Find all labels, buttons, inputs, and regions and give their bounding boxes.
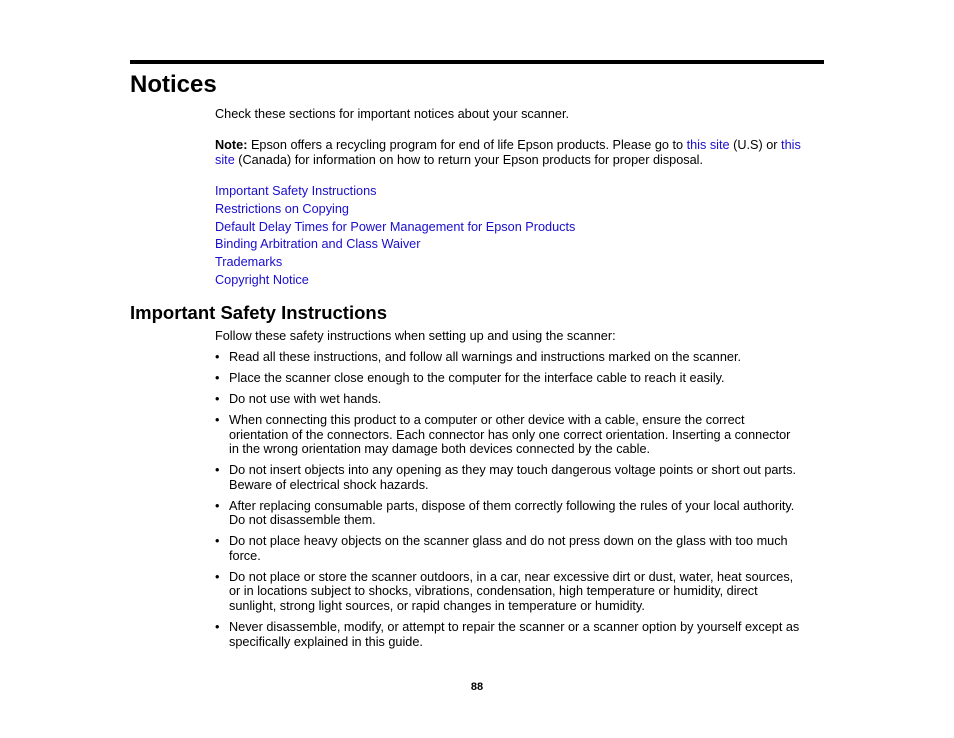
bullet-mark: • (215, 463, 220, 478)
safety-instruction-line: After replacing consumable parts, dispose of them correctly following the rules of your local authority. (229, 498, 795, 513)
safety-instruction-line: Beware of electrical shock hazards. (229, 477, 429, 492)
page-number: 88 (470, 681, 484, 693)
link-restrictions-on-copying[interactable]: Restrictions on Copying (215, 201, 349, 216)
bullet-mark: • (215, 620, 220, 635)
link-important-safety-instructions[interactable]: Important Safety Instructions (215, 184, 377, 198)
bullet-mark: • (215, 412, 220, 427)
section-links (215, 183, 575, 290)
link-trademarks[interactable]: Trademarks (215, 255, 283, 270)
safety-instruction-item (215, 392, 824, 407)
safety-instruction-item (215, 570, 824, 614)
section-heading: Important Safety Instructions (130, 302, 387, 323)
safety-instruction-line: in the wrong orientation may damage both devices connected by the cable. (229, 442, 651, 457)
note-text-2: (U.S) or (729, 138, 782, 152)
section-intro: Follow these safety instructions when setting up and using the scanner: (215, 329, 616, 343)
intro-text: Check these sections for important notices about your scanner. (215, 107, 570, 121)
note-label: Note: (215, 138, 248, 152)
top-rule (130, 60, 824, 64)
safety-instruction-item (215, 371, 824, 386)
safety-instruction-line: Do not insert objects into any opening as they may touch dangerous voltage points or short out parts. (229, 463, 797, 478)
safety-instruction-line: Place the scanner close enough to the computer for the interface cable to reach it easily. (229, 370, 725, 385)
note-text-1: Epson offers a recycling program for end of life Epson products. Please go to (247, 138, 687, 152)
canada-recycling-link-part-2[interactable]: site (215, 153, 235, 167)
safety-instruction-item (215, 463, 824, 492)
bullet-mark: • (215, 569, 220, 584)
bullet-mark: • (215, 370, 220, 385)
link-copyright-notice[interactable]: Copyright Notice (215, 272, 309, 287)
safety-instruction-item (215, 350, 824, 365)
safety-instruction-line: Do not place or store the scanner outdoors, in a car, near excessive dirt or dust, water, heat sources, (229, 569, 794, 584)
safety-instruction-line: When connecting this product to a computer or other device with a cable, ensure the correct (229, 412, 745, 427)
safety-instruction-line: Read all these instructions, and follow all warnings and instructions marked on the scanner. (229, 350, 742, 364)
safety-instruction-line: or in locations subject to shocks, vibrations, condensation, high temperature or humidity, direct (229, 584, 758, 599)
safety-instruction-line: Never disassemble, modify, or attempt to repair the scanner or a scanner option by yourself except as (229, 620, 800, 635)
safety-instruction-line: Do not use with wet hands. (229, 391, 382, 406)
safety-instruction-item (215, 413, 824, 457)
safety-instruction-line: orientation of the connectors. Each connector has only one correct orientation. Inserting a connector (229, 427, 791, 442)
note-text-3: (Canada) for information on how to return your Epson products for proper disposal. (234, 153, 704, 167)
link-default-delay-times[interactable]: Default Delay Times for Power Management for Epson Products (215, 219, 576, 234)
us-recycling-link[interactable]: this site (686, 138, 730, 152)
safety-instructions-list (215, 350, 824, 656)
link-binding-arbitration[interactable]: Binding Arbitration and Class Waiver (215, 237, 421, 252)
safety-instruction-line: sunlight, strong light sources, or rapid changes in temperature or humidity. (229, 599, 645, 614)
bullet-mark: • (215, 498, 220, 513)
bullet-mark: • (215, 534, 220, 549)
bullet-mark: • (215, 350, 220, 364)
page-title: Notices (130, 71, 217, 98)
canada-recycling-link-part-1[interactable]: this (781, 138, 801, 152)
safety-instruction-line: specifically explained in this guide. (229, 634, 423, 649)
safety-instruction-line: force. (229, 548, 261, 563)
safety-instruction-item (215, 620, 824, 649)
safety-instruction-item (215, 534, 824, 563)
note-paragraph (215, 138, 824, 168)
safety-instruction-item (215, 499, 824, 528)
bullet-mark: • (215, 391, 220, 406)
safety-instruction-line: Do not disassemble them. (229, 513, 376, 528)
safety-instruction-line: Do not place heavy objects on the scanner glass and do not press down on the glass with too much (229, 534, 788, 549)
